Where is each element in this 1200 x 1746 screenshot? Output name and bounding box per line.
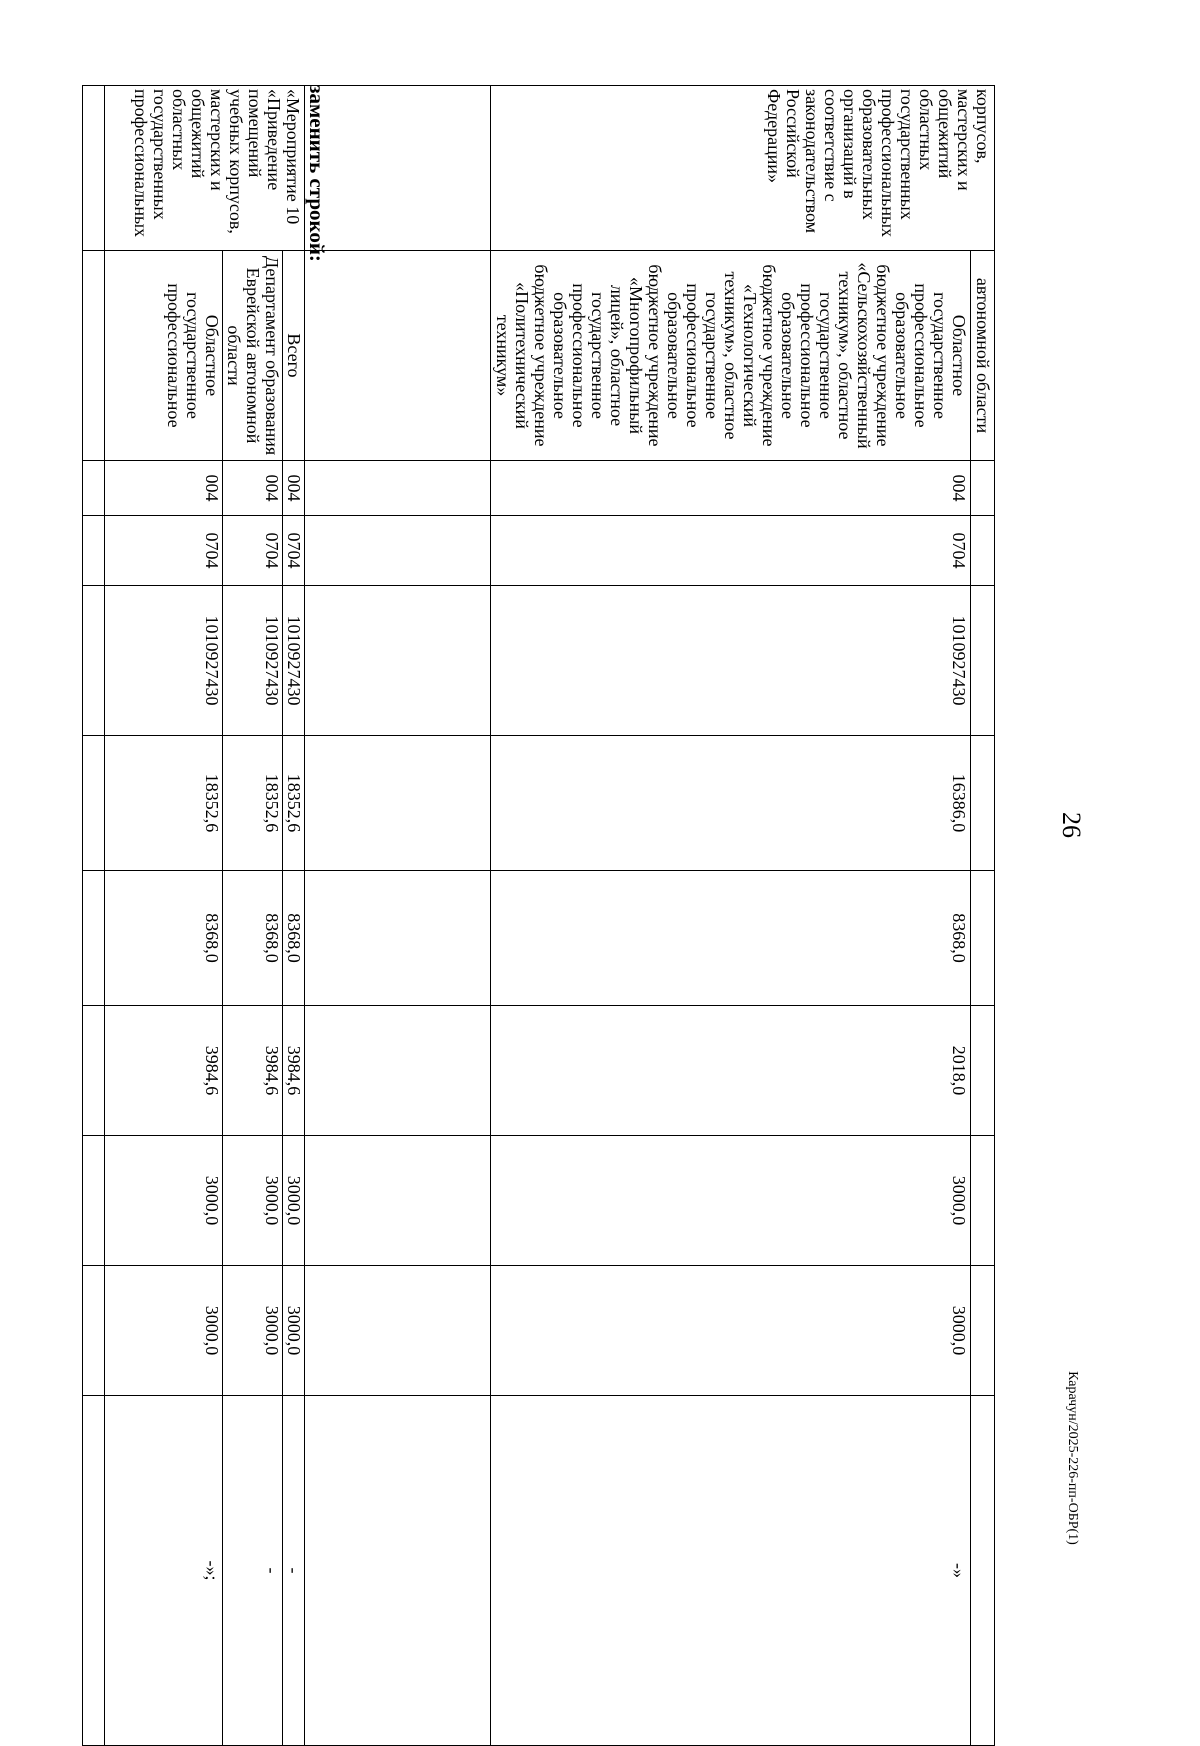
new-total-2: 18352,6: [202, 773, 222, 833]
new-y2-2: 3984,6: [202, 1045, 222, 1096]
new-total-0: 18352,6: [283, 736, 305, 870]
new-row-table: [104, 85, 305, 1746]
new-rzpr-1: 0704: [223, 516, 283, 585]
old-row-last: -»: [491, 1396, 971, 1746]
old-row-y1: 8368,0: [491, 871, 971, 1006]
new-grbs-1: 004: [223, 461, 283, 515]
old-row-y4: 3000,0: [491, 1266, 971, 1396]
new-y4-2: 3000,0: [202, 1305, 222, 1356]
new-y1-2: 8368,0: [202, 913, 222, 963]
new-last-1: -: [223, 1396, 283, 1745]
old-row-executor: Областное государственное профессиональное образовательное бюджетное учреждение «Сельскохозяйственный техникум», областное государственное профессиональное образовательное бюджетное учреждение «Технологический техникум», областное государственное профессиональное образовательное бюджетное учреждение «Многопрофильный лицей», областное государственное профессиональное образовательное бюджетное учреждение «Политехнический техникум»: [491, 251, 971, 461]
old-row-total: 16386,0: [491, 736, 971, 871]
new-y4-1: 3000,0: [223, 1266, 283, 1395]
new-y4-0: 3000,0: [283, 1266, 305, 1395]
new-y2-0: 3984,6: [283, 1006, 305, 1135]
old-row-grbs: 004: [491, 461, 971, 516]
new-row-executor-school: Областное государственное профессиональное: [164, 283, 222, 428]
new-row-executor-dept: Департамент образования Еврейской автономной области: [223, 251, 283, 460]
page-number: 26: [1057, 812, 1086, 838]
new-grbs-0: 004: [283, 461, 305, 515]
old-row-rzpr: 0704: [491, 516, 971, 586]
new-csr-0: 1010927430: [283, 586, 305, 735]
new-y1-0: 8368,0: [283, 871, 305, 1005]
new-y3-1: 3000,0: [223, 1136, 283, 1265]
old-row-csr: 1010927430: [491, 586, 971, 736]
rotated-page-content: [131, 85, 995, 1745]
new-row-name: «Мероприятие 10 «Приведение помещений учебных корпусов, мастерских и общежитий областных государственных профессиональных: [105, 86, 305, 251]
old-row-executor-top: автономной области: [971, 251, 995, 461]
new-y3-2: 3000,0: [202, 1175, 222, 1226]
footer-code: Карачун/2025-226-пп-ОБР(1): [1064, 1371, 1080, 1545]
old-row-y2: 2018,0: [491, 1006, 971, 1136]
new-last-2: -»;: [202, 1560, 222, 1581]
old-row-y3: 3000,0: [491, 1136, 971, 1266]
new-y2-1: 3984,6: [223, 1006, 283, 1135]
new-csr-1: 1010927430: [223, 586, 283, 735]
new-last-0: -: [283, 1396, 305, 1745]
new-grbs-2: 004: [202, 474, 222, 502]
new-y1-1: 8368,0: [223, 871, 283, 1005]
new-total-1: 18352,6: [223, 736, 283, 870]
replace-heading: заменить строкой:: [305, 85, 329, 262]
new-y3-0: 3000,0: [283, 1136, 305, 1265]
new-rzpr-0: 0704: [283, 516, 305, 585]
new-csr-2: 1010927430: [202, 615, 222, 706]
new-row-executor-total: Всего: [283, 251, 305, 460]
old-row-name: корпусов, мастерских и общежитий областных государственных профессиональных образовательных организаций в соответствие с законодательством Российской Федерации»: [491, 86, 995, 251]
new-rzpr-2: 0704: [202, 532, 222, 569]
